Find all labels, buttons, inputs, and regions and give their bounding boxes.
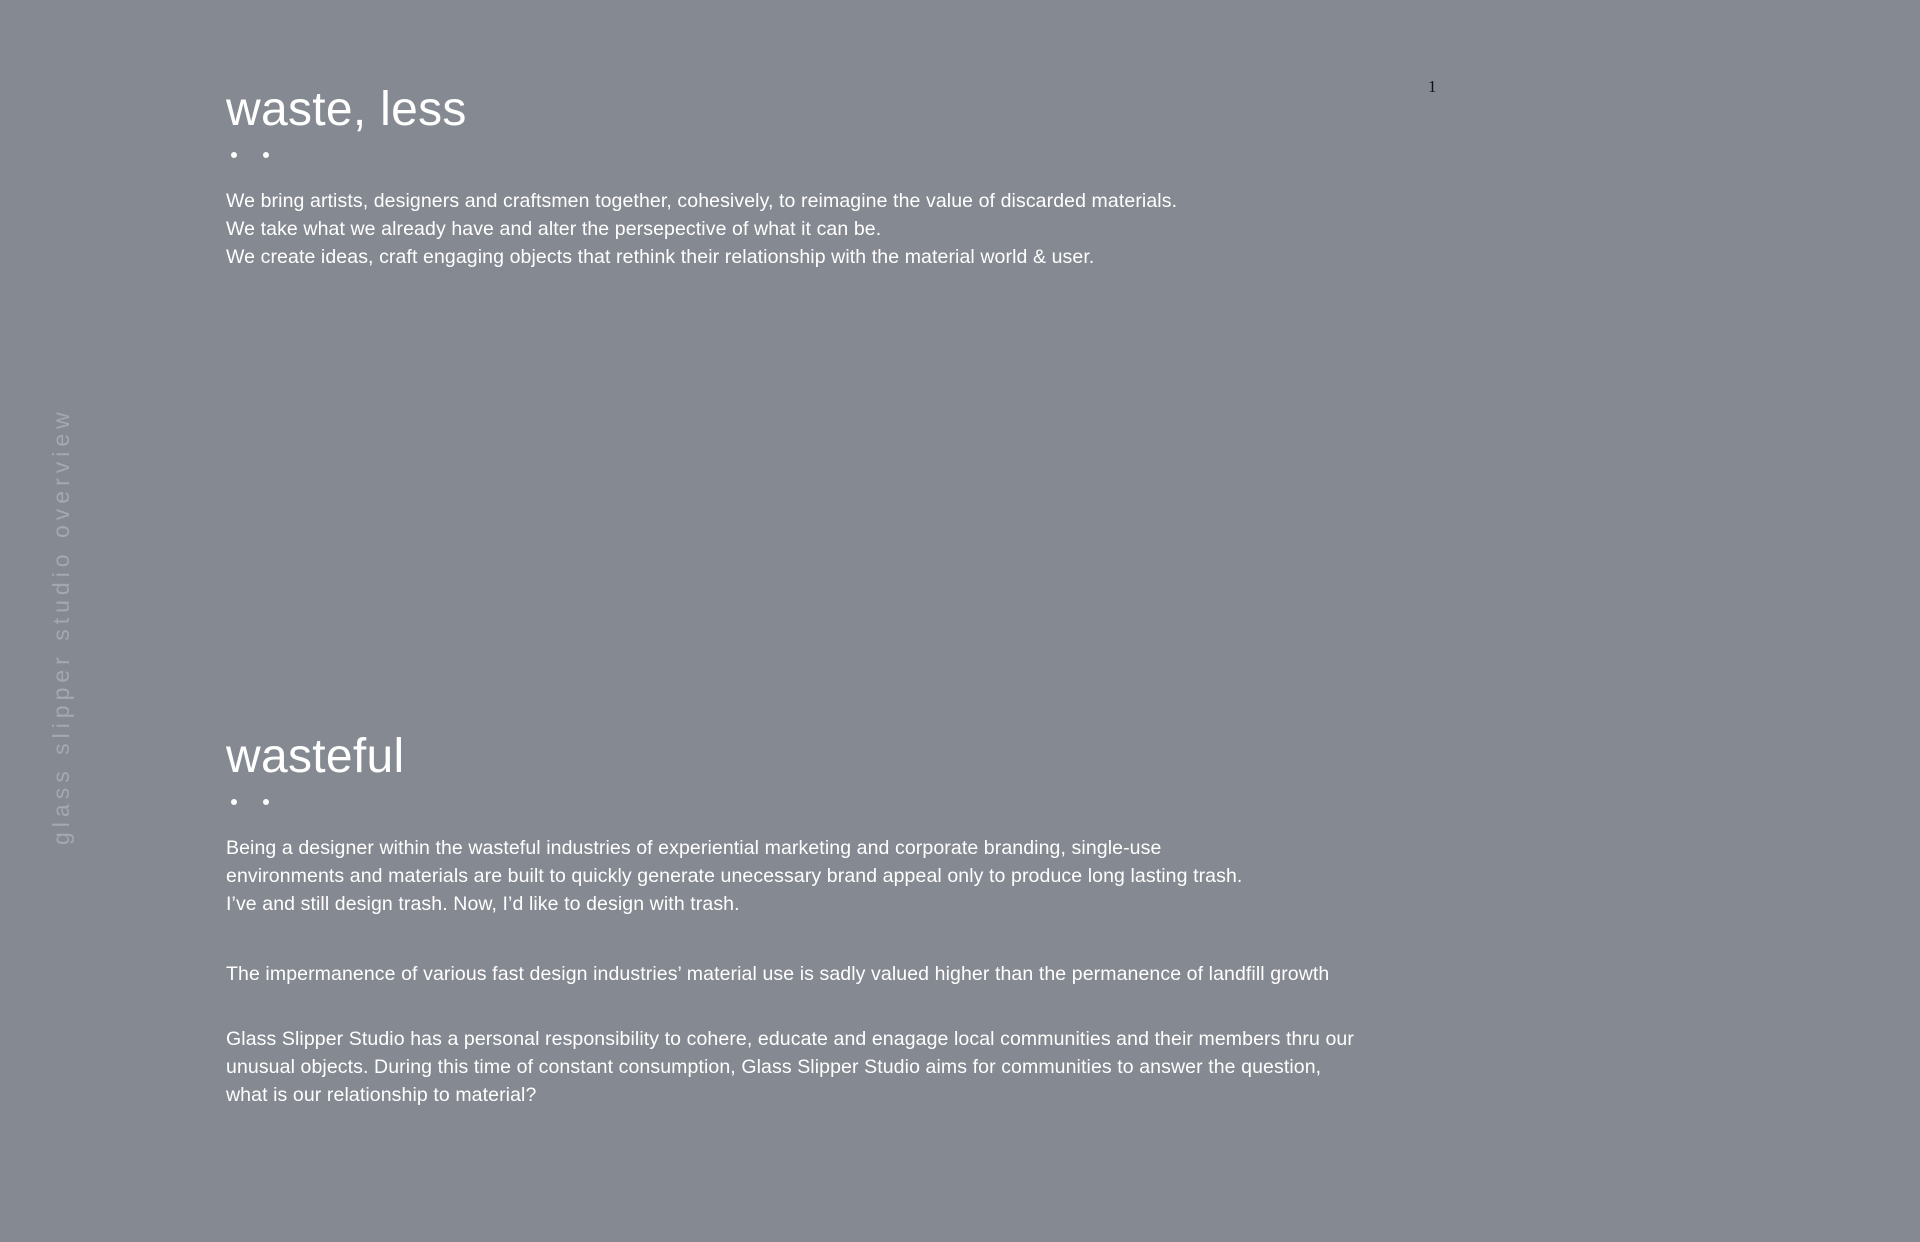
paragraph-line: We take what we already have and alter the persepective of what it can be. <box>226 218 882 240</box>
dot-divider <box>231 152 1426 158</box>
paragraph-line: We bring artists, designers and craftsmen together, cohesively, to reimagine the value of discarded materials. <box>226 190 1178 212</box>
section-wasteful <box>226 727 1426 1109</box>
bullet-dot-icon <box>263 799 269 805</box>
section-heading: wasteful <box>226 730 405 783</box>
paragraph-line: Glass Slipper Studio has a personal responsibility to cohere, educate and enagage local communities and their members thru our <box>226 1028 1354 1050</box>
paragraph-line: environments and materials are built to quickly generate unecessary brand appeal only to produce long lasting trash. <box>226 865 1243 887</box>
section-heading: waste, less <box>226 83 467 136</box>
paragraph-line: We create ideas, craft engaging objects that rethink their relationship with the material world & user. <box>226 246 1095 268</box>
paragraph-line: unusual objects. During this time of constant consumption, Glass Slipper Studio aims for communities to answer the question, <box>226 1056 1322 1078</box>
paragraph-line: Being a designer within the wasteful industries of experiential marketing and corporate branding, single-use <box>226 837 1162 859</box>
body-paragraph <box>226 960 1426 988</box>
bullet-dot-icon <box>231 799 237 805</box>
intro-paragraph <box>226 187 1426 271</box>
dot-divider <box>231 799 1426 805</box>
section-waste-less <box>226 80 1426 271</box>
sidebar-vertical-label: glass slipper studio overview <box>48 407 74 845</box>
body-paragraph <box>226 834 1426 918</box>
bullet-dot-icon <box>231 152 237 158</box>
bullet-dot-icon <box>263 152 269 158</box>
paragraph-line: what is our relationship to material? <box>226 1084 537 1106</box>
page-number: 1 <box>1428 77 1437 96</box>
paragraph-line: I’ve and still design trash. Now, I’d like to design with trash. <box>226 893 740 915</box>
paragraph-line: The impermanence of various fast design industries’ material use is sadly valued higher than the permanence of landfill growth <box>226 963 1330 985</box>
body-paragraph <box>226 1025 1426 1109</box>
